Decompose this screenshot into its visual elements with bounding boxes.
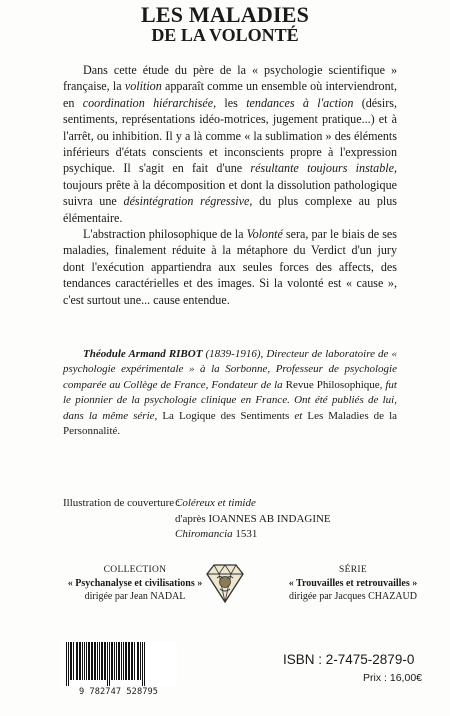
- illustration-title: Coléreux et timide: [175, 497, 256, 509]
- serie-heading: SÉRIE: [339, 565, 367, 575]
- text-segment: Dans cette étude du père de la « psychologie scientifique » française, la: [63, 63, 397, 94]
- barcode-bar: [84, 642, 85, 680]
- text-segment: Volonté: [246, 227, 283, 242]
- summary-paragraph-1: [63, 62, 397, 226]
- barcode-bar: [123, 642, 124, 680]
- barcode-guard-bar: [107, 642, 108, 686]
- barcode-bar: [140, 642, 141, 680]
- title-line-1: LES MALADIES: [140, 2, 310, 27]
- barcode-guard-bar: [109, 642, 110, 686]
- serie-director: dirigée par Jacques CHAZAUD: [288, 591, 418, 602]
- collection-name: « Psychanalyse et civilisations »: [67, 578, 203, 589]
- text-segment: , fut le pionnier de la psychologie clinique en France. Ont été publiés de lui, dans la même série,: [63, 378, 397, 422]
- barcode-bar: [99, 642, 100, 680]
- barcode-guard-bar: [68, 642, 69, 686]
- barcode-bar: [121, 642, 122, 680]
- text-segment: .: [117, 425, 121, 438]
- barcode-bar: [128, 642, 130, 680]
- barcode-bar: [131, 642, 133, 680]
- summary-paragraph-2: [63, 226, 397, 308]
- text-segment: et: [289, 409, 308, 422]
- text-segment: L'abstraction philosophique de la: [83, 227, 247, 242]
- text-segment: (1839-1916),: [202, 348, 267, 360]
- text-segment: coordination hiérarchisée: [82, 95, 214, 110]
- text-segment: La Logique des Sentiments: [162, 409, 290, 422]
- barcode-bar: [70, 642, 72, 680]
- collection-director: dirigée par Jean NADAL: [84, 591, 186, 602]
- barcode: [60, 642, 177, 686]
- barcode-bar: [94, 642, 96, 680]
- barcode-guard-bar: [66, 642, 67, 686]
- barcode-bar: [101, 642, 103, 680]
- barcode-bar: [91, 642, 93, 680]
- text-segment: Théodule Armand RIBOT: [83, 348, 203, 360]
- text-segment: résultante toujours instable: [250, 161, 394, 176]
- serie-name: « Trouvailles et retrouvailles »: [288, 578, 418, 589]
- barcode-bar: [114, 642, 115, 680]
- barcode-digits: 9 782747 528795: [78, 687, 159, 697]
- text-segment: Les Maladies de la Personnalité: [63, 409, 398, 438]
- barcode-bar: [97, 642, 98, 680]
- text-segment: , toujours prête à la décomposition et dont la dissolution pathologique suivra une: [63, 161, 398, 209]
- barcode-bar: [125, 642, 127, 680]
- author-biography: [63, 347, 397, 439]
- author-paragraph: [63, 347, 397, 439]
- text-segment: , du plus complexe au plus élémentaire.: [63, 194, 397, 225]
- text-segment: apparaît comme un ensemble où interviendront, en: [63, 79, 398, 110]
- text-segment: tendances à l'action: [246, 95, 354, 110]
- text-segment: , les: [213, 95, 247, 110]
- text-segment: Revue Philosophique: [285, 378, 380, 391]
- collection-block: [50, 564, 220, 603]
- text-segment: désintégration régressive: [123, 194, 250, 209]
- illustration-details: [175, 496, 331, 543]
- barcode-bar: [88, 642, 90, 680]
- barcode-bar: [116, 642, 117, 680]
- barcode-guard-bar: [142, 642, 143, 686]
- title-line-2: DE LA VOLONTÉ: [151, 25, 299, 45]
- text-segment: volition: [124, 79, 162, 94]
- barcode-bar: [73, 642, 74, 680]
- book-title: [0, 4, 450, 46]
- text-segment: Directeur de laboratoire de « psychologie expérimentale » à la Sorbonne, Professeur de psychologie comparée au Collège de France, Fondateur de la: [63, 348, 397, 391]
- barcode-bar: [104, 642, 106, 680]
- barcode-bar: [134, 642, 135, 680]
- collection-heading: COLLECTION: [103, 565, 167, 575]
- barcode-bar: [79, 642, 81, 680]
- barcode-bar: [118, 642, 120, 680]
- barcode-bar: [76, 642, 78, 680]
- barcode-bar: [82, 642, 83, 680]
- barcode-guard-bar: [144, 642, 145, 686]
- price: Prix : 16,00€: [363, 672, 422, 684]
- illustration-source: d'après IOANNES AB INDAGINE: [175, 512, 331, 525]
- barcode-box: [60, 642, 177, 686]
- isbn-number: ISBN : 2-7475-2879-0: [283, 652, 415, 667]
- illustration-year: 1531: [232, 528, 258, 540]
- text-segment: sera, par le biais de ses maladies, finalement réduite à la métaphore du Verdict d'un jury dont l'exécution appartiendra aux seules forces des affects, des tendances caractérielles et des images. Si la volonté est « cause », c'est surtout une... cause entendue.: [63, 227, 398, 307]
- barcode-bar: [137, 642, 139, 680]
- illustration-work-title: Chiromancia: [175, 528, 233, 540]
- barcode-bar: [111, 642, 113, 680]
- text-segment: (désirs, sentiments, représentations idéo-motrices, jugement pratique...) et à l'arrêt, ou inhibition. Il y a là comme « la sublimation » des éléments inférieurs d'états conscients et inconscients propre à l'expression psychique. Il s'agit en fait d'une: [63, 95, 397, 176]
- barcode-bar: [86, 642, 87, 680]
- summary-text: [63, 62, 397, 308]
- serie-block: [268, 564, 438, 603]
- harmattan-diamond-logo-icon: [205, 562, 245, 604]
- illustration-work: [175, 527, 331, 543]
- illustration-label: Illustration de couverture :: [63, 497, 180, 509]
